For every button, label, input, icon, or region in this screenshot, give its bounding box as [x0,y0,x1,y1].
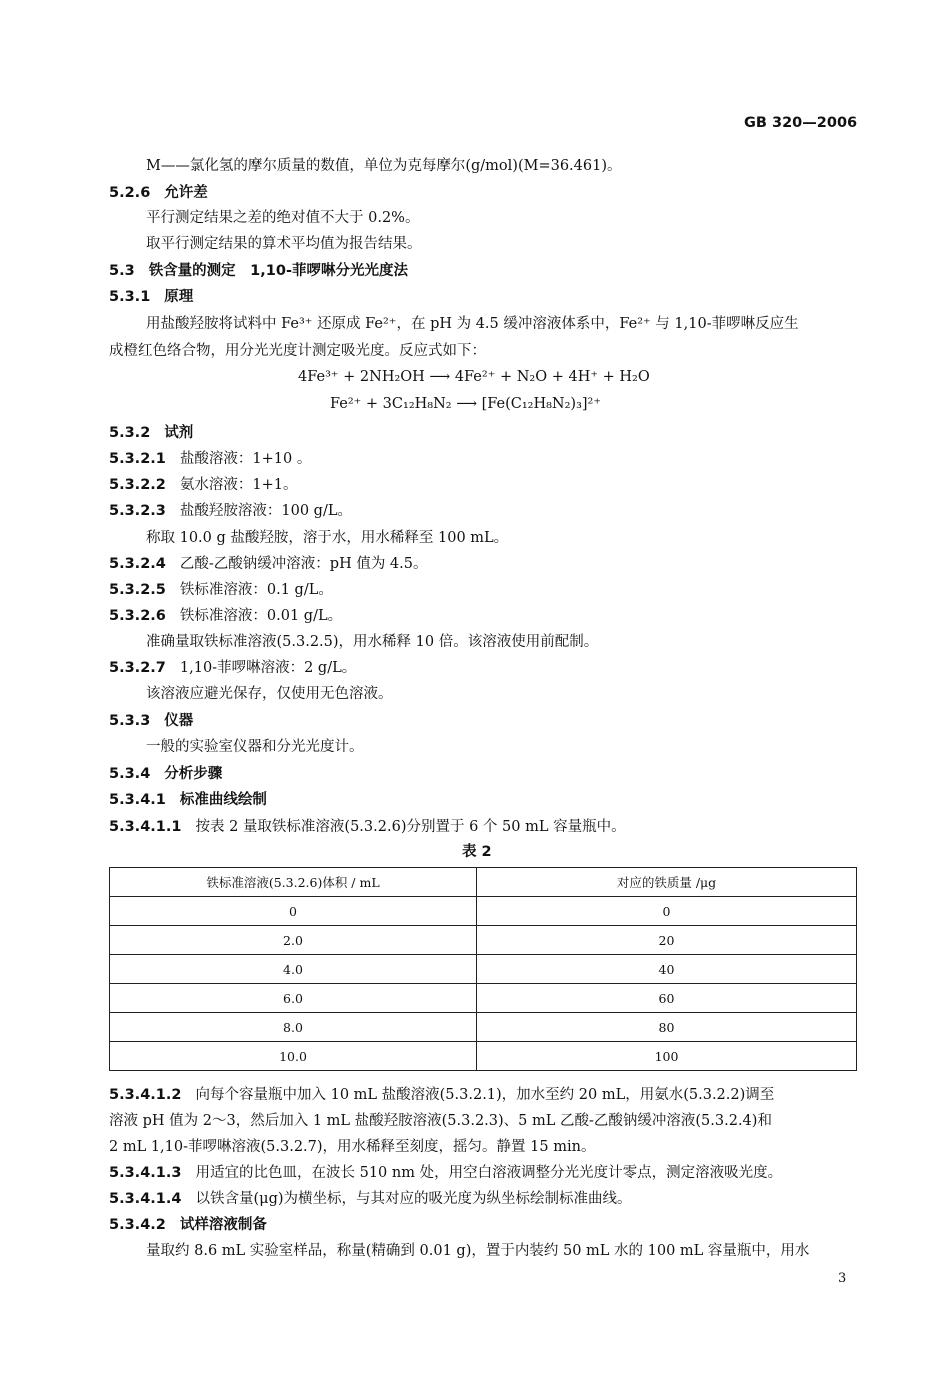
section-5-3-2-heading [109,426,193,441]
clause-number: 5.3.2.4 [109,556,166,572]
clause-number: 5.3.2.3 [109,503,166,519]
clause-number: 5.3.2.5 [109,582,166,598]
section-5-3-heading [109,264,408,279]
table-cell: 80 [477,1013,857,1042]
table-row [110,1042,857,1071]
clause-text: 1,10-菲啰啉溶液：2 g/L。 [179,660,357,676]
table-cell: 4.0 [110,955,477,984]
section-number: 5.2.6 [109,185,151,201]
section-title: 试剂 [164,425,194,441]
table-header-row [110,868,857,897]
table-row [110,955,857,984]
clause-text: 铁标准溶液：0.1 g/L。 [179,582,333,598]
clause-text: 用适宜的比色皿，在波长 510 nm 处，用空白溶液调整分光光度计零点，测定溶液吸光度。 [195,1165,783,1181]
clause-text: 按表 2 量取铁标准溶液(5.3.2.6)分别置于 6 个 50 mL 容量瓶中。 [195,819,626,835]
section-number: 5.3 [109,263,135,279]
paragraph: 2 mL 1,10-菲啰啉溶液(5.3.2.7)，用水稀释至刻度，摇匀。静置 15 min。 [109,1139,596,1155]
clause-5-3-2-5 [109,583,333,598]
table-title: 表 2 [462,844,492,860]
paragraph: 溶液 pH 值为 2～3，然后加入 1 mL 盐酸羟胺溶液(5.3.2.3)、5 mL 乙酸-乙酸钠缓冲溶液(5.3.2.4)和 [109,1113,772,1129]
clause-number: 5.3.2.1 [109,451,166,467]
section-5-3-4-heading [109,767,222,782]
table-cell: 60 [477,984,857,1013]
clause-5-3-2-4 [109,557,428,572]
clause-number: 5.3.4.1.1 [109,819,182,835]
clause-text: 铁标准溶液：0.01 g/L。 [179,608,343,624]
table-cell: 0 [110,897,477,926]
table-cell: 40 [477,955,857,984]
clause-text: 氨水溶液：1+1。 [179,477,298,493]
clause-5-3-2-3 [109,504,352,519]
clause-number: 5.3.2.6 [109,608,166,624]
table-row [110,926,857,955]
section-number: 5.3.4.2 [109,1217,166,1233]
section-number: 5.3.2 [109,425,151,441]
clause-text: 盐酸羟胺溶液：100 g/L。 [179,503,352,519]
section-title: 铁含量的测定 1,10-菲啰啉分光光度法 [148,263,408,279]
section-5-2-6-heading [109,186,208,201]
table-cell: 0 [477,897,857,926]
paragraph: 称取 10.0 g 盐酸羟胺，溶于水，用水稀释至 100 mL。 [146,530,509,546]
paragraph: 取平行测定结果的算术平均值为报告结果。 [146,236,422,252]
clause-text: 盐酸溶液：1+10 。 [179,451,312,467]
clause-text: 乙酸-乙酸钠缓冲溶液：pH 值为 4.5。 [179,556,428,572]
section-5-3-3-heading [109,714,193,729]
table-cell: 20 [477,926,857,955]
clause-5-3-2-2 [109,478,298,493]
section-number: 5.3.4.1 [109,792,166,808]
reaction-equation-1: 4Fe³⁺ + 2NH₂OH ⟶ 4Fe²⁺ + N₂O + 4H⁺ + H₂O [298,369,650,385]
paragraph: 准确量取铁标准溶液(5.3.2.5)，用水稀释 10 倍。该溶液使用前配制。 [146,634,599,650]
molar-mass-definition: M——氯化氢的摩尔质量的数值，单位为克每摩尔(g/mol)(M=36.461)。 [146,158,622,174]
clause-number: 5.3.4.1.3 [109,1165,182,1181]
section-title: 试样溶液制备 [179,1217,267,1233]
clause-text: 向每个容量瓶中加入 10 mL 盐酸溶液(5.3.2.1)，加水至约 20 mL，用氨水(5.3.2.2)调至 [195,1087,775,1103]
table-2 [109,867,857,1071]
paragraph: 平行测定结果之差的绝对值不大于 0.2%。 [146,210,420,226]
table-cell: 10.0 [110,1042,477,1071]
section-5-3-4-1-heading [109,793,267,808]
clause-number: 5.3.2.2 [109,477,166,493]
clause-5-3-4-1-1 [109,820,626,835]
reaction-equation-2: Fe²⁺ + 3C₁₂H₈N₂ ⟶ [Fe(C₁₂H₈N₂)₃]²⁺ [330,396,602,412]
clause-number: 5.3.2.7 [109,660,166,676]
paragraph: 该溶液应避光保存，仅使用无色溶液。 [146,686,393,702]
table-cell: 8.0 [110,1013,477,1042]
table-row [110,984,857,1013]
clause-5-3-4-1-4 [109,1192,632,1207]
section-title: 允许差 [164,185,208,201]
paragraph: 成橙红色络合物，用分光光度计测定吸光度。反应式如下： [109,343,486,359]
section-number: 5.3.3 [109,713,151,729]
clause-5-3-2-6 [109,609,342,624]
table-cell: 6.0 [110,984,477,1013]
table-cell: 100 [477,1042,857,1071]
clause-number: 5.3.4.1.4 [109,1191,182,1207]
column-header: 对应的铁质量 /μg [477,868,857,897]
clause-5-3-4-1-3 [109,1166,782,1181]
table-cell: 2.0 [110,926,477,955]
section-title: 仪器 [164,713,194,729]
table-row [110,1013,857,1042]
section-5-3-4-2-heading [109,1218,267,1233]
clause-number: 5.3.4.1.2 [109,1087,182,1103]
paragraph: 用盐酸羟胺将试料中 Fe³⁺ 还原成 Fe²⁺，在 pH 为 4.5 缓冲溶液体系中，Fe²⁺ 与 1,10-菲啰啉反应生 [146,316,799,332]
page-number: 3 [838,1271,847,1286]
table-row [110,897,857,926]
section-number: 5.3.1 [109,289,151,305]
standard-number: GB 320—2006 [744,115,858,131]
clause-5-3-2-1 [109,452,311,467]
section-title: 标准曲线绘制 [179,792,267,808]
paragraph: 一般的实验室仪器和分光光度计。 [146,739,364,755]
section-number: 5.3.4 [109,766,151,782]
section-5-3-1-heading [109,290,193,305]
clause-5-3-4-1-2 [109,1088,774,1103]
clause-text: 以铁含量(μg)为横坐标，与其对应的吸光度为纵坐标绘制标准曲线。 [195,1191,632,1207]
paragraph: 量取约 8.6 mL 实验室样品，称量(精确到 0.01 g)，置于内装约 50 mL 水的 100 mL 容量瓶中，用水 [146,1243,810,1259]
section-title: 原理 [164,289,194,305]
column-header: 铁标准溶液(5.3.2.6)体积 / mL [110,868,477,897]
clause-5-3-2-7 [109,661,356,676]
section-title: 分析步骤 [164,766,223,782]
